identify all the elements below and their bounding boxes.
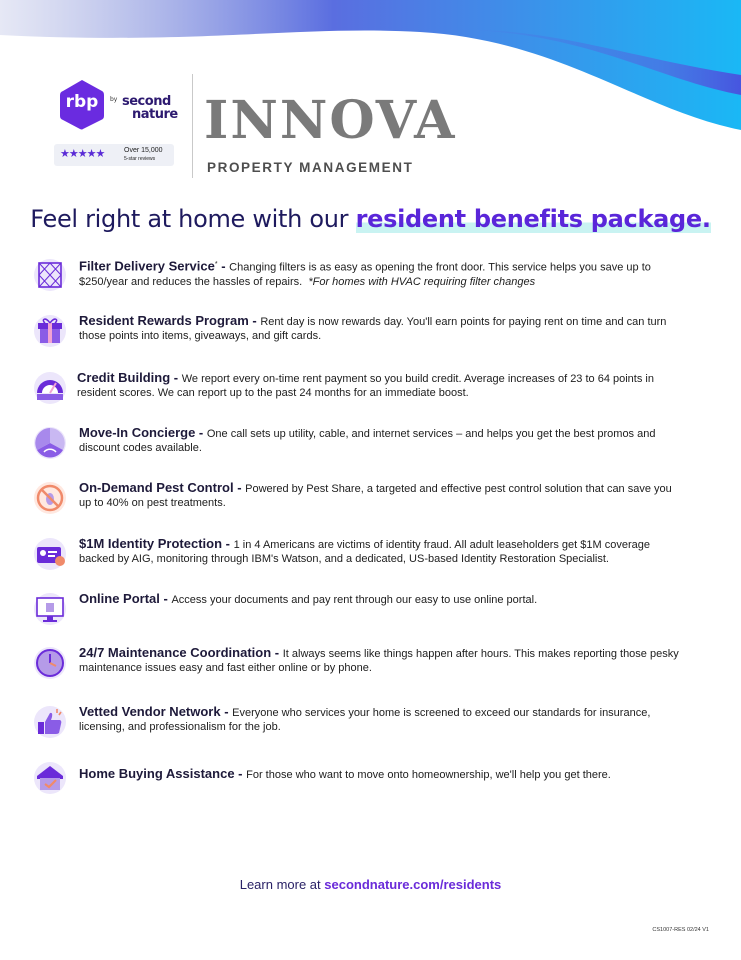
benefit-description: We report every on-time rent payment so you build credit. Average increases of 23 to 64 points in resident scores. We can report up to the past 24 months for an immediate boost. bbox=[77, 373, 654, 399]
benefit-title: Vetted Vendor Network bbox=[79, 704, 221, 719]
benefit-text: Credit Building - We report every on-time rent payment so you build credit. Average increases of 23 to 64 points in resident scores. We can report up to the past 24 months for an immediate boost. bbox=[77, 370, 654, 399]
benefit-title: Filter Delivery Service bbox=[79, 258, 215, 274]
home-check-icon bbox=[33, 761, 67, 795]
benefit-description: Access your documents and pay rent through our easy to use online portal. bbox=[171, 594, 538, 606]
thumbs-up-icon bbox=[33, 705, 67, 739]
benefit-text: Move-In Concierge - One call sets up utility, cable, and internet services – and helps you get the best promos and discount codes available. bbox=[79, 425, 656, 454]
benefit-text: Vetted Vendor Network - Everyone who services your home is screened to exceed our standards for insurance, licensing, and professionalism for the job. bbox=[79, 704, 651, 733]
by-label: by bbox=[110, 96, 118, 103]
benefit-description: Changing filters is as easy as opening the front door. This service helps you save up to $250/year and reduces the hassles of repairs. bbox=[79, 261, 651, 288]
identity-card-icon bbox=[33, 537, 67, 571]
reviews-caption: 5-star reviews bbox=[124, 156, 156, 162]
benefit-description: Everyone who services your home is screened to exceed our standards for insurance, licensing, and professionalism for the job. bbox=[79, 707, 651, 733]
learn-more-link[interactable]: secondnature.com/residents bbox=[324, 877, 502, 892]
headline-highlight: resident benefits package. bbox=[355, 205, 711, 233]
page-headline bbox=[0, 205, 741, 233]
benefit-text: Online Portal - Access your documents and pay rent through our easy to use online portal. bbox=[79, 591, 538, 606]
reviews-badge bbox=[54, 144, 174, 166]
portal-monitor-icon bbox=[33, 592, 67, 626]
rbp-logo-text: rbp bbox=[65, 92, 99, 112]
logo-row bbox=[52, 74, 457, 184]
benefit-text: Home Buying Assistance - For those who want to move onto homeownership, we'll help you get there. bbox=[79, 766, 611, 781]
credit-gauge-icon bbox=[33, 371, 67, 405]
benefit-title: Resident Rewards Program bbox=[79, 313, 249, 328]
benefit-description: Rent day is now rewards day. You'll earn points for paying rent on time and can turn those points into items, giveaways, and gift cards. bbox=[79, 316, 667, 342]
benefit-text: Filter Delivery Service* - Changing filters is as easy as opening the front door. This service helps you save up to $250/year and reduces the hassles of repairs. *For homes with HVAC requiring filter changes bbox=[79, 258, 651, 288]
utilities-icon bbox=[33, 426, 67, 460]
benefit-text: On-Demand Pest Control - Powered by Pest Share, a targeted and effective pest control solution that can save you up to 40% on pest treatments. bbox=[79, 480, 672, 509]
document-code: CS1007-RES 02/24 V1 bbox=[652, 927, 709, 933]
benefit-description: One call sets up utility, cable, and internet services – and helps you get the best promos and discount codes available. bbox=[79, 428, 656, 454]
nature-label: nature bbox=[132, 107, 178, 122]
five-stars-icon: ★★★★★ bbox=[60, 148, 105, 160]
benefit-title: Home Buying Assistance bbox=[79, 766, 235, 781]
benefit-title: $1M Identity Protection bbox=[79, 536, 223, 551]
innova-subtitle: PROPERTY MANAGEMENT bbox=[207, 160, 414, 175]
logo-divider bbox=[192, 74, 193, 178]
second-label: second bbox=[122, 94, 171, 109]
benefit-description: 1 in 4 Americans are victims of identity fraud. All adult leaseholders get $1M coverage backed by AIG, monitoring through IBM's Watson, and a dedicated, US-based Identity Restoration Specialist. bbox=[79, 539, 650, 565]
filter-icon bbox=[33, 258, 67, 292]
learn-more-line bbox=[0, 877, 741, 892]
benefit-description: Powered by Pest Share, a targeted and effective pest control solution that can save you up to 40% on pest treatments. bbox=[79, 483, 672, 509]
innova-wordmark: INNOVA bbox=[204, 90, 457, 151]
benefit-text: 24/7 Maintenance Coordination - It always seems like things happen after hours. This makes reporting those pesky maintenance issues easy and fast either online or by phone. bbox=[79, 645, 679, 674]
benefit-title: Online Portal bbox=[79, 591, 160, 606]
innova-logo bbox=[204, 84, 457, 179]
benefit-text: $1M Identity Protection - 1 in 4 Americans are victims of identity fraud. All adult leaseholders get $1M coverage backed by AIG, monitoring through IBM's Watson, and a dedicated, US-based Identity Restoration Specialist. bbox=[79, 536, 650, 565]
benefit-title: Credit Building bbox=[77, 370, 171, 385]
benefit-title: Move-In Concierge bbox=[79, 425, 196, 440]
benefit-footnote: *For homes with HVAC requiring filter changes bbox=[308, 275, 536, 288]
headline-lead: Feel right at home with our bbox=[30, 205, 356, 233]
benefit-title-mark: * bbox=[214, 261, 218, 268]
benefit-text: Resident Rewards Program - Rent day is now rewards day. You'll earn points for paying rent on time and can turn those points into items, giveaways, and gift cards. bbox=[79, 313, 667, 342]
clock-icon bbox=[33, 646, 67, 680]
gift-icon bbox=[33, 314, 67, 348]
no-pest-icon bbox=[33, 481, 67, 515]
learn-more-lead: Learn more at bbox=[239, 877, 325, 892]
benefit-title: On-Demand Pest Control bbox=[79, 480, 234, 495]
reviews-count: Over 15,000 bbox=[124, 147, 163, 154]
benefit-description: For those who want to move onto homeownership, we'll help you get there. bbox=[246, 769, 611, 781]
benefit-description: It always seems like things happen after hours. This makes reporting those pesky maintenance issues easy and fast either online or by phone. bbox=[79, 648, 679, 674]
benefit-title: 24/7 Maintenance Coordination bbox=[79, 645, 272, 660]
